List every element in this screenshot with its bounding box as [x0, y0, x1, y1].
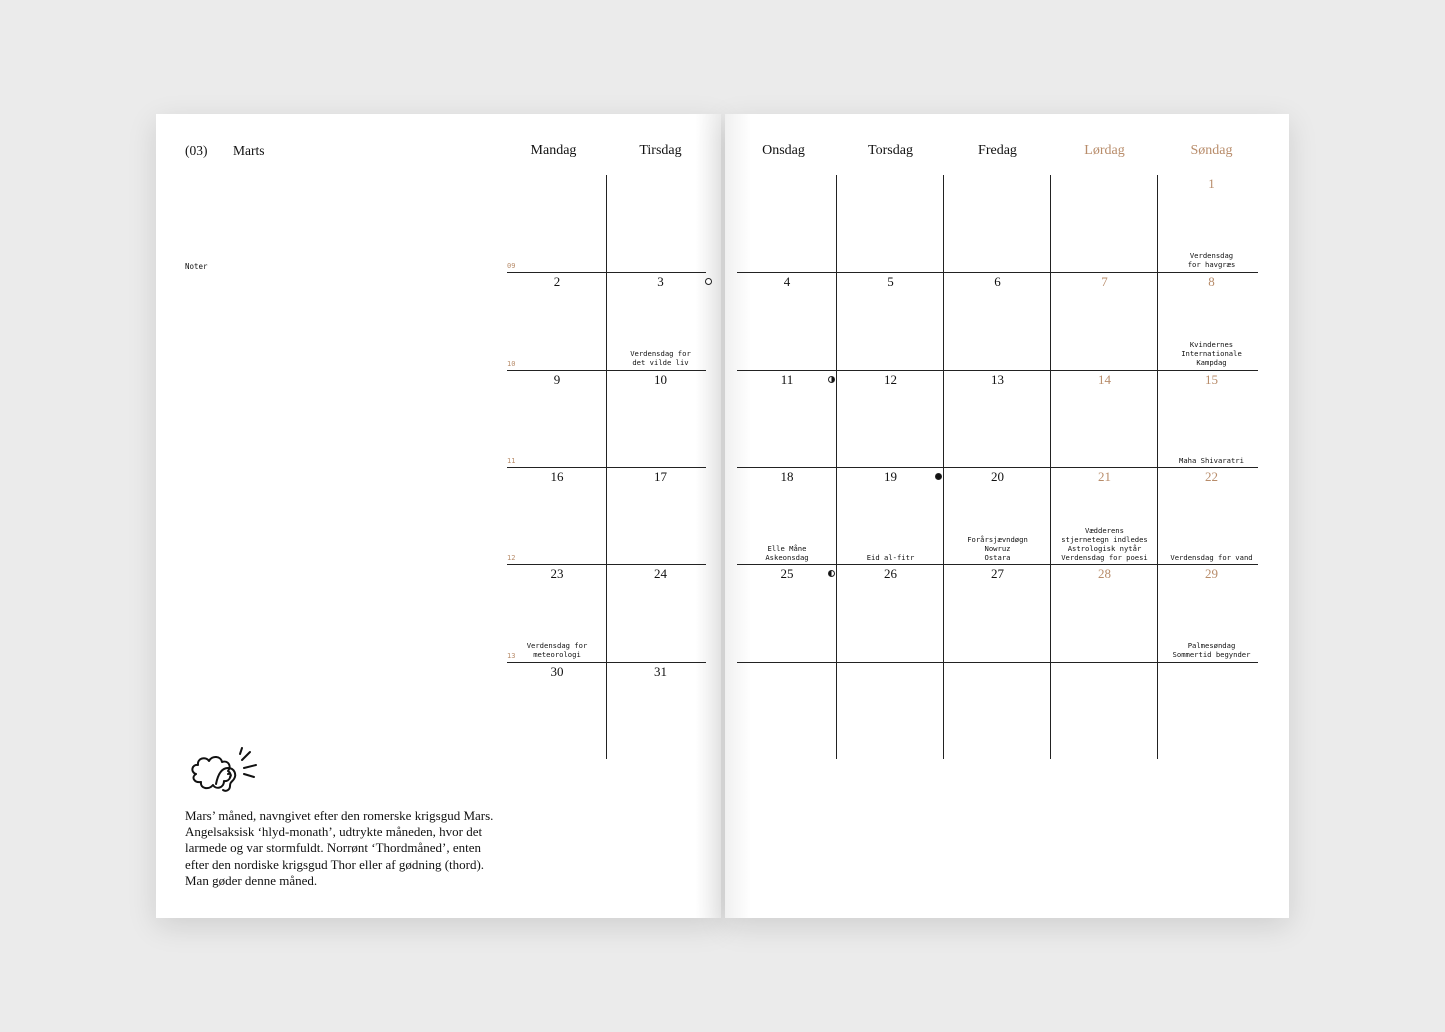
- day-note: Eid al-fitr: [866, 553, 915, 562]
- day-cell[interactable]: [507, 175, 607, 271]
- day-number: 29: [1205, 566, 1218, 581]
- day-cell[interactable]: [737, 565, 837, 661]
- day-cell[interactable]: [837, 371, 944, 467]
- day-number: 23: [550, 566, 564, 581]
- day-cell[interactable]: [737, 175, 837, 271]
- day-number: 18: [780, 469, 794, 484]
- day-number: 17: [654, 469, 667, 484]
- day-number: 22: [1205, 469, 1218, 484]
- week-number: 11: [507, 457, 516, 465]
- weekday-header-3: Torsdag: [868, 143, 913, 158]
- day-note: Verdensdag for det vilde liv: [630, 349, 691, 367]
- day-number: 7: [1101, 274, 1108, 289]
- day-cell[interactable]: [837, 565, 944, 661]
- day-number: 10: [654, 372, 667, 387]
- month-name: Marts: [233, 143, 265, 158]
- day-note: Maha Shivaratri: [1179, 456, 1244, 465]
- day-cell[interactable]: [837, 175, 944, 271]
- day-cell[interactable]: [607, 663, 714, 759]
- day-cell[interactable]: [837, 468, 944, 564]
- day-cell[interactable]: [1051, 371, 1158, 467]
- day-cell[interactable]: [507, 371, 607, 467]
- moon-phase-new-icon: [935, 473, 942, 480]
- day-number: 19: [884, 469, 897, 484]
- day-cell[interactable]: [1158, 371, 1265, 467]
- day-number: 1: [1208, 176, 1215, 191]
- week-number: 10: [507, 360, 516, 368]
- day-cell[interactable]: [944, 175, 1051, 271]
- day-note: Kvindernes Internationale Kampdag: [1181, 340, 1242, 367]
- day-cell[interactable]: [737, 371, 837, 467]
- day-number: 3: [657, 274, 664, 289]
- day-cell[interactable]: [507, 273, 607, 369]
- day-number: 12: [884, 372, 897, 387]
- day-note: Elle Måne Askeonsdag: [765, 544, 809, 562]
- day-cell[interactable]: [737, 273, 837, 369]
- weekday-header-4: Fredag: [978, 143, 1017, 158]
- weekday-header-2: Onsdag: [762, 143, 805, 158]
- day-note: Vædderens stjernetegn indledes Astrologisk nytår Verdensdag for poesi: [1061, 526, 1148, 562]
- day-cell[interactable]: [507, 663, 607, 759]
- week-number: 12: [507, 554, 516, 562]
- day-cell[interactable]: [1158, 468, 1265, 564]
- day-cell[interactable]: [607, 565, 714, 661]
- day-note: Verdensdag for meteorologi: [526, 641, 588, 659]
- day-number: 25: [780, 566, 794, 581]
- day-note: Verdensdag for havgræs: [1187, 251, 1236, 269]
- day-number: 11: [780, 372, 794, 387]
- day-number: 4: [783, 274, 791, 289]
- day-note: Palmesøndag Sommertid begynder: [1172, 641, 1251, 659]
- day-number: 30: [550, 664, 564, 679]
- week-number: 09: [507, 262, 516, 270]
- day-cell[interactable]: [507, 468, 607, 564]
- day-cell[interactable]: [1051, 175, 1158, 271]
- day-cell[interactable]: [1051, 468, 1158, 564]
- day-cell[interactable]: [737, 468, 837, 564]
- day-cell[interactable]: [507, 565, 607, 661]
- moon-phase-full-icon: [705, 278, 712, 285]
- day-number: 24: [654, 566, 667, 581]
- day-number: 13: [991, 372, 1004, 387]
- weekday-header-1: Tirsdag: [639, 143, 682, 158]
- day-cell[interactable]: [1051, 565, 1158, 661]
- weekday-header-6: Søndag: [1190, 143, 1233, 158]
- day-number: 9: [553, 372, 561, 387]
- day-cell[interactable]: [1051, 273, 1158, 369]
- moon-phase-first-icon: [828, 376, 835, 383]
- moon-phase-last-icon: [828, 570, 835, 577]
- day-cell[interactable]: [607, 273, 714, 369]
- weekday-header-0: Mandag: [530, 143, 577, 158]
- week-number: 13: [507, 652, 516, 660]
- day-cell[interactable]: [944, 565, 1051, 661]
- day-cell[interactable]: [1158, 175, 1265, 271]
- day-number: 28: [1098, 566, 1111, 581]
- day-cell[interactable]: [944, 371, 1051, 467]
- day-note: Verdensdag for vand: [1170, 553, 1253, 562]
- day-number: 8: [1208, 274, 1215, 289]
- notes-label: Noter: [185, 262, 208, 271]
- day-number: 20: [991, 469, 1004, 484]
- month-description: Mars’ måned, navngivet efter den romerske krigsgud Mars. Angelsaksisk ‘hlyd-monath’, udtrykte måneden, hvor det larmede og var stormfuldt. Norrønt ‘Thordmåned’, enten efter den nordiske krigsgud Thor eller af gødning (thord). Man gøder denne måned.: [185, 808, 494, 888]
- day-cell[interactable]: [607, 371, 714, 467]
- day-cell[interactable]: [837, 273, 944, 369]
- day-number: 31: [654, 664, 667, 679]
- row-divider: [737, 662, 1258, 663]
- day-number: 16: [550, 469, 564, 484]
- day-cell[interactable]: [607, 175, 714, 271]
- day-cell[interactable]: [944, 273, 1051, 369]
- ear-with-sound-lines-icon: [188, 744, 264, 796]
- day-number: 21: [1098, 469, 1111, 484]
- month-number: (03): [185, 143, 208, 158]
- day-cell[interactable]: [944, 468, 1051, 564]
- day-cell[interactable]: [1158, 273, 1265, 369]
- day-number: 27: [991, 566, 1004, 581]
- day-number: 14: [1098, 372, 1111, 387]
- weekday-header-5: Lørdag: [1084, 143, 1125, 158]
- day-number: 2: [553, 274, 561, 289]
- day-note: Forårsjævndøgn Nowruz Ostara: [967, 535, 1028, 562]
- day-number: 26: [884, 566, 897, 581]
- day-cell[interactable]: [607, 468, 714, 564]
- day-number: 15: [1205, 372, 1218, 387]
- day-number: 5: [887, 274, 894, 289]
- day-cell[interactable]: [1158, 565, 1265, 661]
- day-number: 6: [994, 274, 1001, 289]
